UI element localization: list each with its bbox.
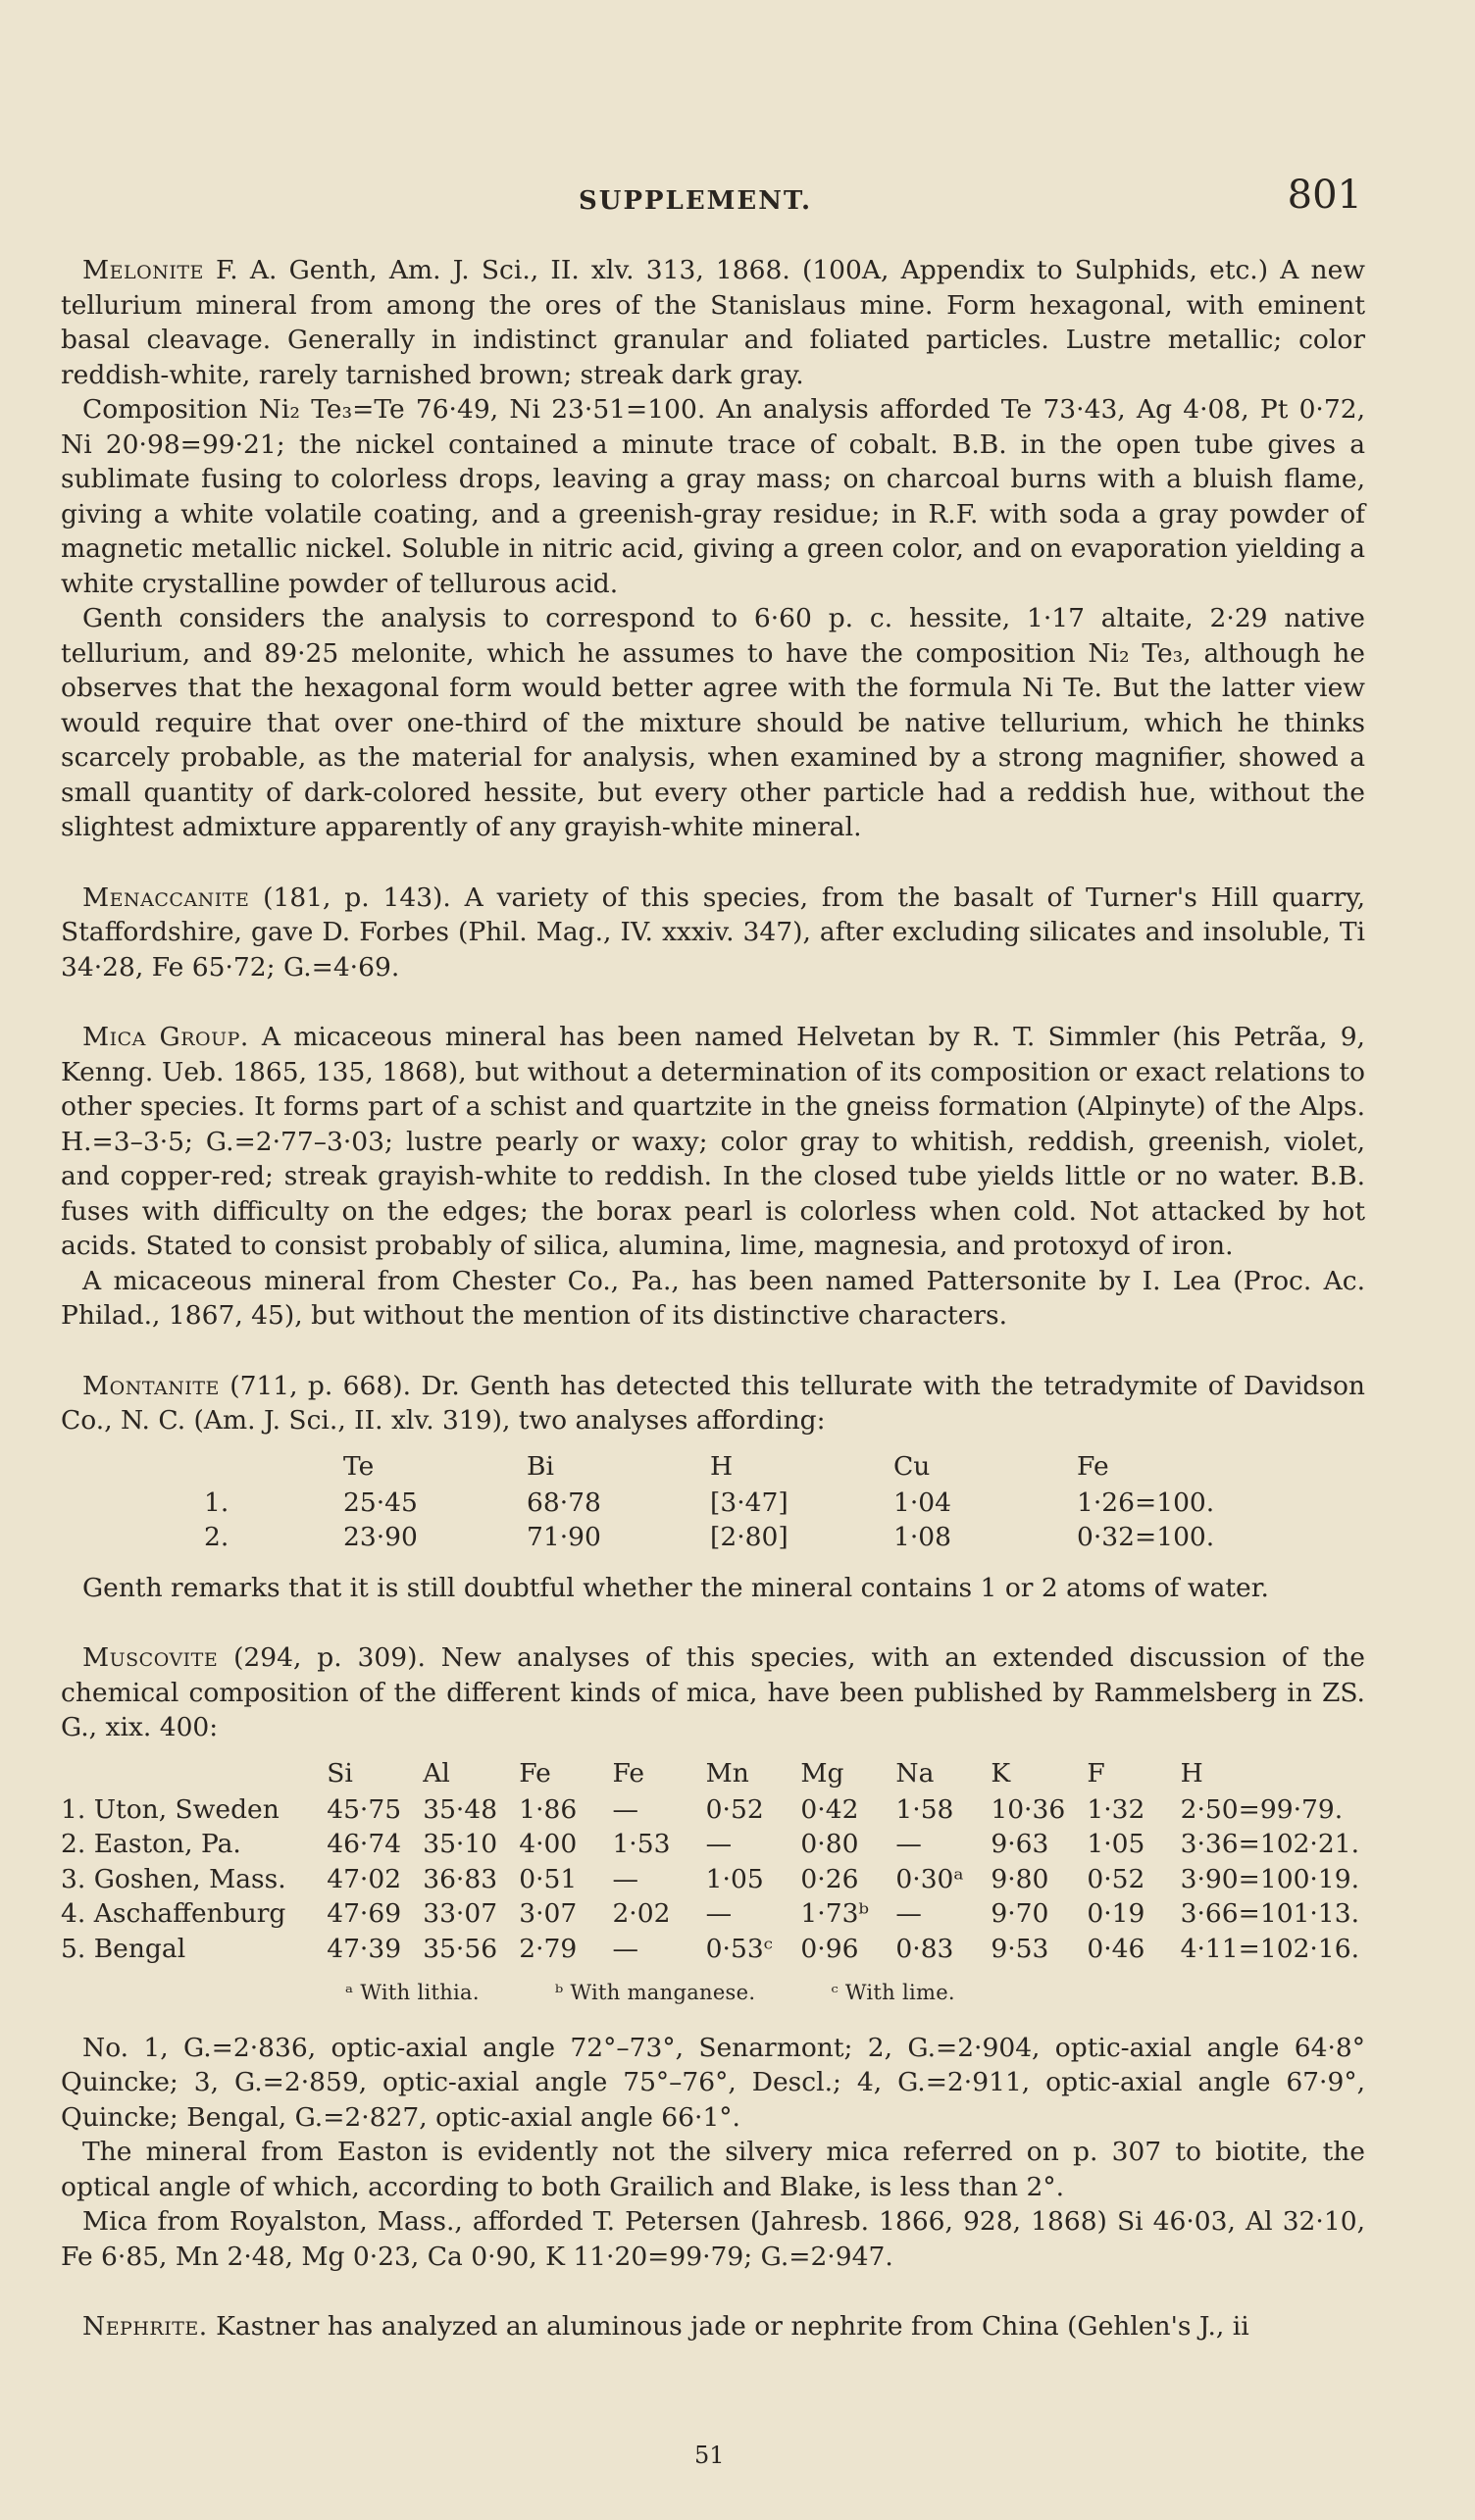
column-header: Cu <box>893 1450 931 1482</box>
table-cell: 0·26 <box>800 1863 859 1894</box>
table-cell: 1·86 <box>519 1793 578 1825</box>
table-cell: 2·50=99·79. <box>1180 1793 1344 1825</box>
column-header: Al <box>423 1757 450 1789</box>
paragraph-text: (711, p. 668). Dr. Genth has detected this tellurate with the tetradymite of Davidson Co., N. C. (Am. J. Sci., II. xlv. 319), two analyses affording: <box>61 1370 1365 1436</box>
footnote: ᵇ With manganese. <box>554 1981 756 2004</box>
table-cell: — <box>895 1898 922 1929</box>
table-cell: 0·53ᶜ <box>705 1933 773 1964</box>
table-cell: 0·83 <box>895 1933 954 1964</box>
table-cell: 0·30ᵃ <box>895 1863 964 1894</box>
table-cell: — <box>612 1863 638 1894</box>
mica-helvetan <box>61 1020 1365 1264</box>
table-cell: 1. Uton, Sweden <box>61 1793 280 1825</box>
entry-heading: Nephrite. <box>82 2311 208 2342</box>
table-cell: 25·45 <box>343 1487 418 1518</box>
entry-mica-group <box>61 1020 1365 1334</box>
table-cell: 1·05 <box>705 1863 764 1894</box>
column-header: Na <box>895 1757 935 1789</box>
printer-signature-mark: 51 <box>694 2442 725 2469</box>
muscovite-royalston: Mica from Royalston, Mass., afforded T. Petersen (Jahresb. 1866, 928, 1868) Si 46·03, Al 32·10, Fe 6·85, Mn 2·48, Mg 0·23, Ca 0·90, K 11·20=99·79; G.=2·947. <box>61 2206 1365 2272</box>
table-cell: 2·79 <box>519 1933 578 1964</box>
table-cell: 0·46 <box>1087 1933 1145 1964</box>
table-cell: 71·90 <box>527 1522 601 1552</box>
table-cell: 9·70 <box>991 1898 1049 1929</box>
table-cell: — <box>895 1829 922 1859</box>
column-header: Fe <box>612 1757 645 1789</box>
table-cell: 47·02 <box>327 1863 402 1894</box>
column-header: F <box>1087 1757 1105 1789</box>
paragraph-text: A micaceous mineral has been named Helvetan by R. T. Simmler (his Petrãa, 9, Kenng. Ueb. 1865, 135, 1868), but without a determination of its composition or exact relations to other species. It forms part of a schist and quartzite in the gneiss formation (Alpinyte) of the Alps. H.=3–3·5; G.=2·77–3·03; lustre pearly or waxy; color gray to whitish, reddish, greenish, violet, and copper-red; streak grayish-white to reddish. In the closed tube yields little or no water. B.B. fuses with difficulty on the edges; the borax pearl is colorless when cold. Not attacked by hot acids. Stated to consist probably of silica, alumina, lime, magnesia, and protoxyd of iron. <box>61 1022 1365 1261</box>
column-header: Si <box>327 1757 353 1789</box>
column-header: Mg <box>800 1757 844 1789</box>
table-cell: 0·51 <box>519 1863 578 1894</box>
table-cell: 3·36=102·21. <box>1180 1829 1359 1859</box>
table-cell: 0·32=100. <box>1077 1522 1215 1552</box>
table-row <box>55 1932 1365 1967</box>
table-cell: 1·26=100. <box>1077 1487 1215 1518</box>
table-cell: 23·90 <box>343 1522 418 1552</box>
montanite-text <box>61 1369 1365 1438</box>
table-cell: 35·10 <box>423 1829 498 1859</box>
page-number: 801 <box>1287 173 1362 218</box>
table-header-row <box>198 1448 1254 1486</box>
table-cell: 47·69 <box>327 1898 402 1929</box>
table-cell: 4·11=102·16. <box>1180 1933 1359 1964</box>
column-header <box>55 1755 321 1792</box>
entry-melonite <box>61 253 1365 845</box>
column-header: H <box>710 1450 734 1482</box>
table-cell: 0·19 <box>1087 1898 1145 1929</box>
entry-heading: Mica Group. <box>82 1022 249 1052</box>
table-cell: 3·66=101·13. <box>1180 1898 1359 1929</box>
column-header: Fe <box>1077 1450 1109 1482</box>
entry-montanite <box>61 1369 1365 1606</box>
column-header: K <box>991 1757 1011 1789</box>
footnote: ᵃ With lithia. <box>345 1981 480 2004</box>
muscovite-analysis-table <box>55 1755 1365 1967</box>
column-header: Bi <box>527 1450 554 1482</box>
table-row <box>55 1862 1365 1897</box>
melonite-genth: Genth considers the analysis to correspond to 6·60 p. c. hessite, 1·17 altaite, 2·29 native tellurium, and 89·25 melonite, which he assumes to have the composition Ni₂ Te₃, although he observes that the hexagonal form would better agree with the formula Ni Te. But the latter view would require that over one-third of the mixture should be native tellurium, which he thinks scarcely probable, as the material for analysis, when examined by a strong magnifier, showed a small quantity of dark-colored hessite, but every other particle had a reddish hue, without the slightest admixture apparently of any grayish-white mineral. <box>61 603 1365 842</box>
table-row <box>55 1827 1365 1862</box>
table-cell: 9·53 <box>991 1933 1049 1964</box>
table-cell: — <box>705 1829 733 1859</box>
table-cell: 1·08 <box>893 1522 952 1552</box>
table-row <box>55 1896 1365 1932</box>
table-cell: 47·39 <box>327 1933 402 1964</box>
table-cell: 0·52 <box>705 1793 764 1825</box>
table-cell: 0·96 <box>800 1933 859 1964</box>
paragraph-text: (294, p. 309). New analyses of this species, with an extended discussion of the chemical composition of the different kinds of mica, have been published by Rammelsberg in ZS. G., xix. 400: <box>61 1642 1365 1742</box>
table-cell: 45·75 <box>327 1793 402 1825</box>
table-cell: 68·78 <box>527 1487 601 1518</box>
table-cell: 3·90=100·19. <box>1180 1863 1359 1894</box>
table-cell: 33·07 <box>423 1898 498 1929</box>
paragraph-text: Kastner has analyzed an aluminous jade or nephrite from China (Gehlen's J., ii <box>207 2311 1249 2342</box>
table-cell: 1·04 <box>893 1487 952 1518</box>
table-cell: 0·42 <box>800 1793 859 1825</box>
table-cell: 4. Aschaffenburg <box>61 1898 286 1929</box>
table-cell: 1·32 <box>1087 1793 1145 1825</box>
table-row <box>198 1520 1254 1555</box>
column-header: H <box>1180 1757 1203 1789</box>
mica-pattersonite: A micaceous mineral from Chester Co., Pa., has been named Pattersonite by I. Lea (Proc. Ac. Philad., 1867, 45), but without the mention of its distinctive characters. <box>61 1265 1365 1331</box>
column-header <box>198 1448 337 1486</box>
table-cell: 10·36 <box>991 1793 1066 1825</box>
muscovite-easton: The mineral from Easton is evidently not the silvery mica referred on p. 307 to biotite, the optical angle of which, according to both Grailich and Blake, is less than 2°. <box>61 2137 1365 2202</box>
table-cell: 1·58 <box>895 1793 954 1825</box>
entry-heading: Menaccanite <box>82 882 250 913</box>
table-cell: 9·63 <box>991 1829 1049 1859</box>
table-cell: 5. Bengal <box>61 1933 186 1964</box>
table-cell: 4·00 <box>519 1829 578 1859</box>
table-cell: 2. Easton, Pa. <box>61 1829 241 1859</box>
table-header-row <box>55 1755 1365 1792</box>
table-cell: 35·56 <box>423 1933 498 1964</box>
paragraph-text: (181, p. 143). A variety of this species, from the basalt of Turner's Hill quarry, Staffordshire, gave D. Forbes (Phil. Mag., IV. xxxiv. 347), after excluding silicates and insoluble, Ti 34·28, Fe 65·72; G.=4·69. <box>61 882 1365 983</box>
table-cell: 0·80 <box>800 1829 859 1859</box>
table-cell: 2·02 <box>612 1898 671 1929</box>
footnote: ᶜ With lime. <box>831 1981 955 2004</box>
table-cell: 1·53 <box>612 1829 671 1859</box>
table-cell: 1·73ᵇ <box>800 1898 870 1929</box>
table-row <box>198 1486 1254 1521</box>
entry-muscovite <box>61 1640 1365 2274</box>
entry-heading: Melonite <box>82 255 204 285</box>
table-cell: 1·05 <box>1087 1829 1145 1859</box>
table-cell: 46·74 <box>327 1829 402 1859</box>
column-header: Mn <box>705 1757 749 1789</box>
entry-heading: Montanite <box>82 1370 220 1401</box>
table-cell: 35·48 <box>423 1793 498 1825</box>
table-cell: 0·52 <box>1087 1863 1145 1894</box>
column-header: Te <box>343 1450 375 1482</box>
muscovite-angles: No. 1, G.=2·836, optic-axial angle 72°–73°, Senarmont; 2, G.=2·904, optic-axial angle 64·8° Quincke; 3, G.=2·859, optic-axial angle 75°–76°, Descl.; 4, G.=2·911, optic-axial angle 67·9°, Quincke; Bengal, G.=2·827, optic-axial angle 66·1°. <box>61 2032 1365 2133</box>
article-body <box>61 253 1365 2380</box>
table-cell: 9·80 <box>991 1863 1049 1894</box>
table-cell: — <box>612 1793 638 1825</box>
table-footnotes <box>61 1976 1365 2011</box>
entry-nephrite <box>61 2309 1365 2344</box>
table-cell: 3·07 <box>519 1898 578 1929</box>
table-cell: 2. <box>204 1522 229 1552</box>
table-row <box>55 1792 1365 1828</box>
paragraph-text: F. A. Genth, Am. J. Sci., II. xlv. 313, 1868. (100A, Appendix to Sulphids, etc.) A new tellurium mineral from among the ores of the Stanislaus mine. Form hexagonal, with eminent basal cleavage. Generally in indistinct granular and foliated particles. Lustre metallic; color reddish-white, rarely tarnished brown; streak dark gray. <box>61 255 1365 390</box>
table-cell: 36·83 <box>423 1863 498 1894</box>
menaccanite-text <box>61 881 1365 985</box>
table-cell: — <box>612 1933 638 1964</box>
table-cell: 3. Goshen, Mass. <box>61 1863 286 1894</box>
montanite-analysis-table <box>198 1448 1254 1555</box>
running-title: SUPPLEMENT. <box>579 186 813 216</box>
table-cell: 1. <box>204 1487 229 1518</box>
nephrite-text <box>61 2309 1365 2344</box>
entry-menaccanite <box>61 881 1365 985</box>
melonite-composition: Composition Ni₂ Te₃=Te 76·49, Ni 23·51=100. An analysis afforded Te 73·43, Ag 4·08, Pt 0·72, Ni 20·98=99·21; the nickel contained a minute trace of cobalt. B.B. in the open tube gives a sublimate fusing to colorless drops, leaving a gray mass; on charcoal burns with a bluish flame, giving a white volatile coating, and a greenish-gray residue; in R.F. with soda a gray powder of magnetic metallic nickel. Soluble in nitric acid, giving a green color, and on evaporation yielding a white crystalline powder of tellurous acid. <box>61 394 1365 599</box>
page-header <box>0 173 1475 231</box>
table-cell: [2·80] <box>710 1522 788 1552</box>
table-cell: [3·47] <box>710 1487 788 1518</box>
table-cell: — <box>705 1898 733 1929</box>
melonite-intro <box>61 253 1365 392</box>
column-header: Fe <box>519 1757 551 1789</box>
muscovite-text <box>61 1640 1365 1745</box>
montanite-remark: Genth remarks that it is still doubtful whether the mineral contains 1 or 2 atoms of water. <box>82 1572 1269 1603</box>
entry-heading: Muscovite <box>82 1642 219 1673</box>
